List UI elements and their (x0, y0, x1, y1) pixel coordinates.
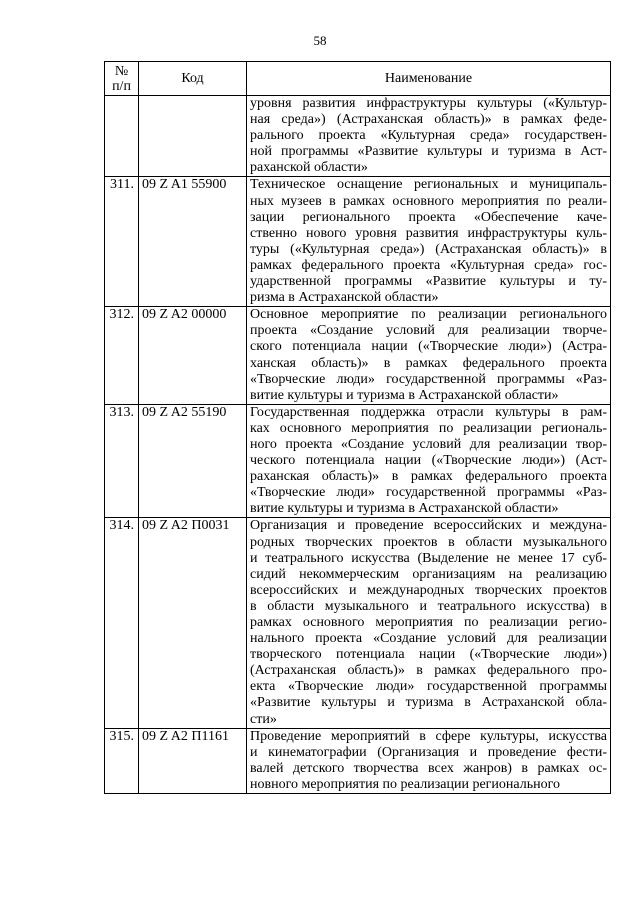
header-code: Код (139, 62, 247, 96)
row-number (105, 96, 139, 177)
name-text-line: витие культуры и туризма в Астраханской области» (250, 387, 559, 403)
row-number: 311. (105, 177, 139, 307)
row-code (139, 96, 247, 177)
name-text-line: екта «Творческие люди» государственной программы (250, 679, 607, 695)
table-row (105, 307, 611, 405)
name-text-line: творческого потенциала нации («Творческие люди») (250, 647, 607, 663)
name-text-line: ризма в Астраханской области» (250, 290, 439, 306)
name-text-line: Техническое оснащение региональных и муниципаль- (250, 177, 607, 193)
row-number: 312. (105, 307, 139, 405)
name-text-line: Основное мероприятие по реализации регионального (250, 307, 607, 323)
name-text-line: туры («Культурная среда») (Астраханская область)» в (250, 241, 607, 257)
row-name (247, 177, 611, 307)
name-text-line: уровня развития инфраструктуры культуры («Культур- (250, 96, 607, 111)
row-code: 09 Z A2 00000 (139, 307, 247, 405)
name-text-line: рамках основного мероприятия по реализации регио- (250, 615, 607, 630)
name-text-line: ная среда») (Астраханская область)» в рамках феде- (250, 112, 607, 128)
name-text-line: ного проекта «Создание условий для реализации твор- (250, 436, 607, 452)
name-text-line: и театрального искусства (Выделение не менее 17 суб- (250, 550, 607, 566)
name-text-line: «Творческие люди» государственной программы «Раз- (250, 371, 607, 387)
name-text-line: в области музыкального и театрального искусства) в (250, 598, 607, 614)
name-text-line: (Астраханская область)» в рамках федерального про- (250, 663, 607, 679)
row-name (247, 307, 611, 405)
name-text-line: рамках федерального проекта «Культурная среда» гос- (250, 257, 607, 273)
name-text-line: новного мероприятия по реализации регионального (250, 776, 560, 792)
row-code: 09 Z A2 П0031 (139, 518, 247, 728)
table-row (105, 404, 611, 518)
name-text-line: ной программы «Развитие культуры и туризма в Аст- (250, 144, 607, 160)
name-text-line: сидий некоммерческим организациям на реализацию (250, 566, 607, 582)
header-num: № п/п (105, 62, 139, 96)
row-name (247, 96, 611, 177)
row-number: 315. (105, 728, 139, 793)
row-name (247, 404, 611, 518)
name-text-line: зации регионального проекта «Обеспечение каче- (250, 209, 607, 225)
row-code: 09 Z A2 П1161 (139, 728, 247, 793)
table-row (105, 518, 611, 728)
row-number: 313. (105, 404, 139, 518)
name-text-line: раханской области» (250, 160, 368, 176)
name-text-line: Государственная поддержка отрасли культуры в рам- (250, 404, 607, 420)
table-row (105, 96, 611, 177)
row-code: 09 Z A1 55900 (139, 177, 247, 307)
name-text-line: Проведение мероприятий в сфере культуры, искусства (250, 728, 607, 744)
name-text-line: витие культуры и туризма в Астраханской области» (250, 501, 559, 517)
page-number: 58 (313, 33, 327, 48)
name-text-line: ках основного мероприятия по реализации региональ- (250, 420, 607, 436)
row-name (247, 518, 611, 728)
name-text-line: рального проекта «Культурная среда» государствен- (250, 128, 607, 144)
name-text-line: «Развитие культуры и туризма в Астраханской обла- (250, 695, 607, 711)
name-text-line: «Творческие люди» государственной программы «Раз- (250, 485, 607, 501)
name-text-line: раханская область)» в рамках федерального проекта (250, 469, 607, 485)
row-code: 09 Z A2 55190 (139, 404, 247, 518)
name-text-line: и кинематографии (Организация и проведение фести- (250, 744, 607, 760)
row-number: 314. (105, 518, 139, 728)
name-text-line: ского потенциала нации («Творческие люди») (Астра- (250, 339, 607, 355)
name-text-line: сти» (250, 711, 277, 727)
name-text-line: ных музеев в рамках основного мероприятия по реали- (250, 193, 607, 209)
name-text-line: валей детского творчества всех жанров) в рамках ос- (250, 760, 607, 776)
header-name: Наименование (247, 62, 611, 96)
table-row (105, 728, 611, 793)
name-text-line: ческого потенциала нации («Творческие люди») (Аст- (250, 453, 607, 469)
name-text-line: всероссийских и международных творческих проектов (250, 582, 607, 598)
name-text-line: нального проекта «Создание условий для реализации (250, 631, 607, 647)
row-name (247, 728, 611, 793)
name-text-line: ственно нового уровня развития инфраструктуры куль- (250, 225, 607, 241)
name-text-line: родных творческих проектов в области музыкального (250, 534, 607, 550)
name-text-line: ханская область)» в рамках федерального проекта (250, 355, 607, 371)
name-text-line: проекта «Создание условий для реализации творче- (250, 323, 607, 339)
budget-classification-table (104, 61, 611, 794)
name-text-line: ударственной программы «Развитие культуры и ту- (250, 274, 607, 290)
table-row (105, 177, 611, 307)
name-text-line: Организация и проведение всероссийских и междуна- (250, 518, 607, 534)
table-header-row (105, 62, 611, 96)
